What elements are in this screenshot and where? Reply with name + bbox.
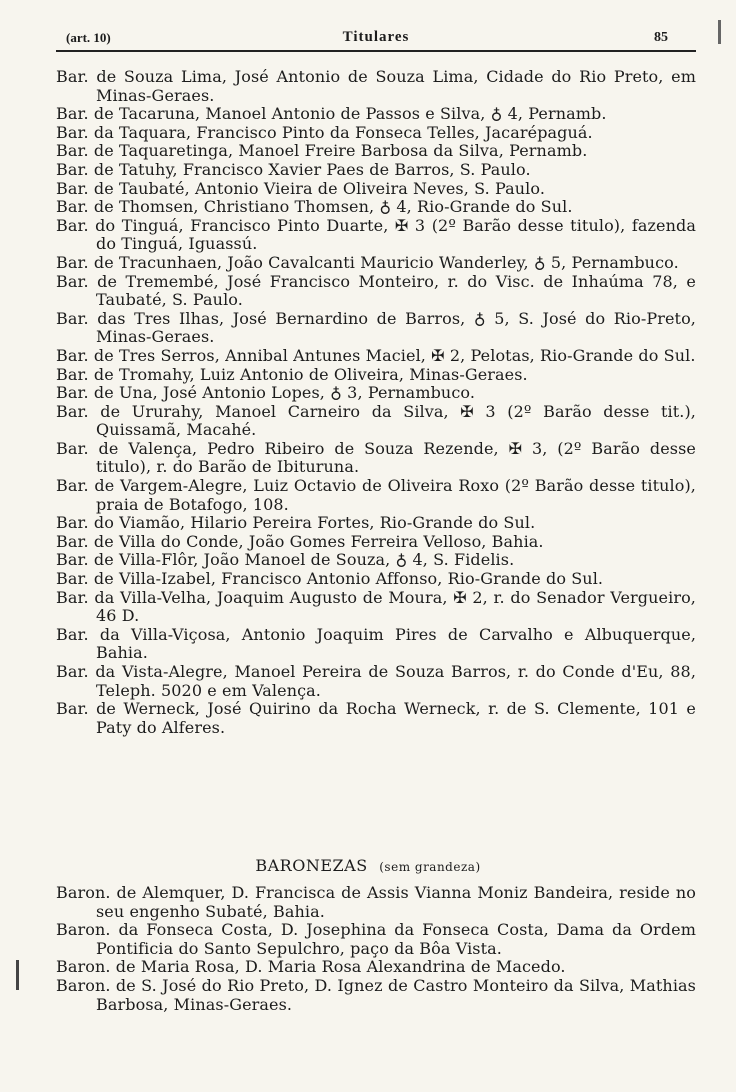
section-heading — [0, 856, 736, 875]
list-item: Baron. de Maria Rosa, D. Maria Rosa Alexandrina de Macedo. — [56, 957, 566, 977]
list-item: Bar. de Tromahy, Luiz Antonio de Oliveira, Minas-Geraes. — [56, 364, 528, 384]
list-item: Bar. da Villa-Velha, Joaquim Augusto de Moura, ✠ 2, r. do Senador Vergueiro, 46 D. — [56, 587, 696, 626]
list-item: Bar. de Tacaruna, Manoel Antonio de Passos e Silva, ♁ 4, Pernamb. — [56, 104, 607, 124]
running-header — [56, 28, 696, 52]
list-item: Bar. de Valença, Pedro Ribeiro de Souza Rezende, ✠ 3, (2º Barão desse titulo), r. do Barão de Ibituruna. — [56, 438, 696, 477]
list-item: Bar. da Taquara, Francisco Pinto da Fonseca Telles, Jacarépaguá. — [56, 122, 593, 142]
list-item: Bar. da Villa-Viçosa, Antonio Joaquim Pires de Carvalho e Albuquerque, Bahia. — [56, 624, 696, 663]
section-heading-subtitle: (sem grandeza) — [379, 860, 481, 874]
list-item: Bar. de Villa do Conde, João Gomes Ferreira Velloso, Bahia. — [56, 531, 544, 551]
header-section-ref: (art. 10) — [66, 30, 111, 45]
baronesses-list — [56, 884, 696, 1014]
header-title: Titulares — [342, 29, 410, 45]
list-item: Bar. de Tatuhy, Francisco Xavier Paes de Barros, S. Paulo. — [56, 159, 531, 179]
scan-artifact — [718, 20, 721, 44]
list-item: Baron. de Alemquer, D. Francisca de Assis Vianna Moniz Bandeira, reside no seu engenho Subaté, Bahia. — [56, 883, 696, 921]
list-item: Bar. do Viamão, Hilario Pereira Fortes, Rio-Grande do Sul. — [56, 513, 536, 533]
list-item: Bar. de Taubaté, Antonio Vieira de Oliveira Neves, S. Paulo. — [56, 178, 546, 198]
list-item: Bar. de Taquaretinga, Manoel Freire Barbosa da Silva, Pernamb. — [56, 141, 588, 161]
list-item: Bar. de Ururahy, Manoel Carneiro da Silva, ✠ 3 (2º Barão desse tit.), Quissamã, Macahé. — [56, 401, 696, 440]
list-item: Baron. de S. José do Rio Preto, D. Ignez de Castro Monteiro da Silva, Mathias Barbosa, Minas-Geraes. — [56, 975, 696, 1014]
list-item: Bar. de Villa-Izabel, Francisco Antonio Affonso, Rio-Grande do Sul. — [56, 569, 604, 589]
list-item: Bar. da Vista-Alegre, Manoel Pereira de Souza Barros, r. do Conde d'Eu, 88, Teleph. 5020 e em Valença. — [56, 662, 696, 700]
list-item: Bar. de Villa-Flôr, João Manoel de Souza, ♁ 4, S. Fidelis. — [56, 550, 515, 570]
list-item: Bar. do Tinguá, Francisco Pinto Duarte, ✠ 3 (2º Barão desse titulo), fazenda do Tinguá, Iguassú. — [56, 215, 696, 254]
section-heading-title: BARONEZAS — [255, 856, 368, 875]
list-item: Bar. de Thomsen, Christiano Thomsen, ♁ 4, Rio-Grande do Sul. — [56, 197, 573, 217]
list-item: Bar. de Tracunhaen, João Cavalcanti Mauricio Wanderley, ♁ 5, Pernambuco. — [56, 252, 679, 272]
list-item: Bar. de Vargem-Alegre, Luiz Octavio de Oliveira Roxo (2º Barão desse titulo), praia de Botafogo, 108. — [56, 476, 696, 514]
list-item: Bar. de Tres Serros, Annibal Antunes Maciel, ✠ 2, Pelotas, Rio-Grande do Sul. — [56, 345, 696, 365]
list-item: Bar. de Souza Lima, José Antonio de Souza Lima, Cidade do Rio Preto, em Minas-Geraes. — [56, 67, 696, 105]
barons-list — [56, 68, 696, 737]
page-number: 85 — [654, 30, 668, 45]
list-item: Bar. das Tres Ilhas, José Bernardino de Barros, ♁ 5, S. José do Rio-Preto, Minas-Geraes. — [56, 308, 696, 347]
scan-artifact — [16, 960, 19, 990]
list-item: Bar. de Werneck, José Quirino da Rocha Werneck, r. de S. Clemente, 101 e Paty do Alferes. — [56, 699, 696, 737]
list-item: Bar. de Una, José Antonio Lopes, ♁ 3, Pernambuco. — [56, 383, 476, 403]
list-item: Bar. de Tremembé, José Francisco Monteiro, r. do Visc. de Inhaúma 78, e Taubaté, S. Paulo. — [56, 271, 696, 310]
list-item: Baron. da Fonseca Costa, D. Josephina da Fonseca Costa, Dama da Ordem Pontificia do Santo Sepulchro, paço da Bôa Vista. — [56, 920, 696, 958]
